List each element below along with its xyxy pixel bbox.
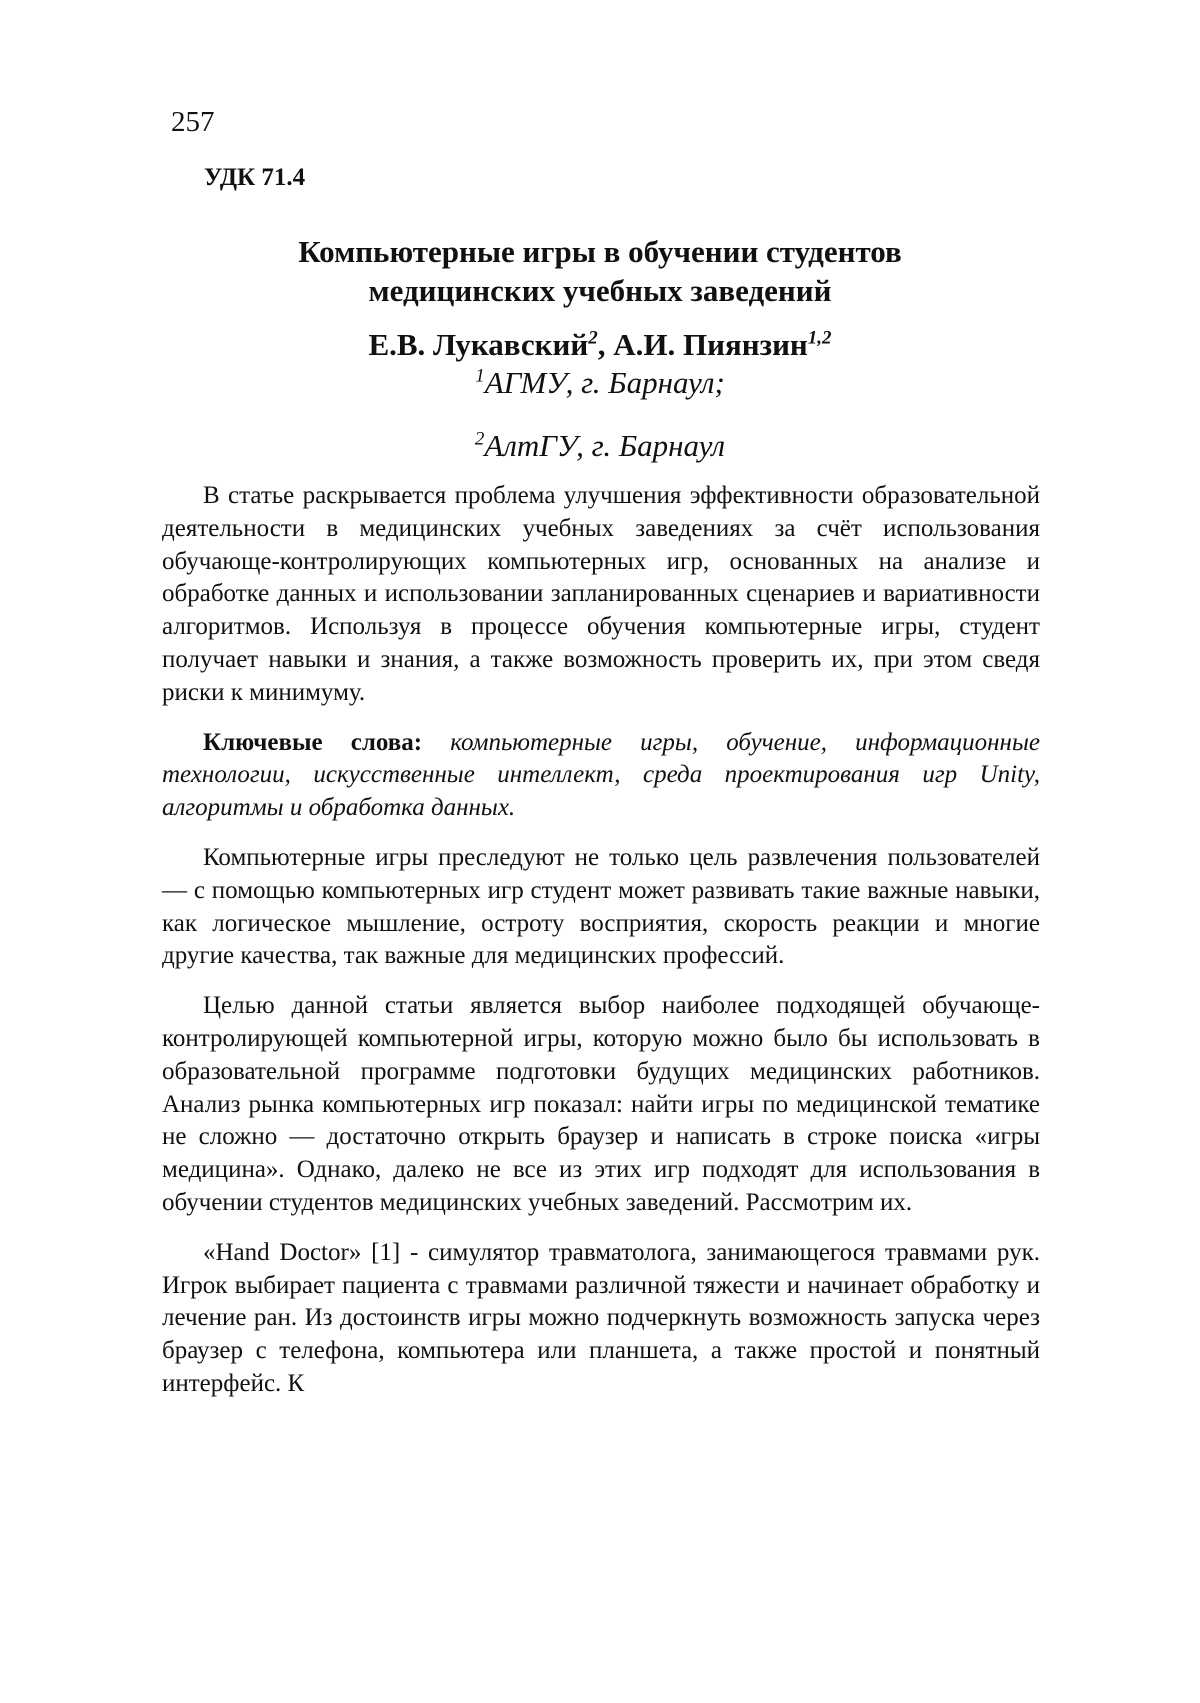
title-line-2: медицинских учебных заведений <box>368 273 832 308</box>
authors-line <box>150 326 1050 364</box>
authors-separator: , <box>597 327 614 362</box>
author-2-affiliation-mark: 1,2 <box>807 327 832 349</box>
affiliation-1-text: АГМУ, г. Барнаул; <box>484 365 725 400</box>
author-1-name: Е.В. Лукавский <box>368 327 589 362</box>
keywords-text: компьютерные игры, обучение, информационные технологии, искусственные интеллект, среда проектирования игр Unity, алгоритмы и обработка данных. <box>162 728 1040 822</box>
affiliation-2-mark: 2 <box>474 428 485 450</box>
affiliation-2-text: АлтГУ, г. Барнаул <box>484 428 726 463</box>
article-title <box>150 232 1050 310</box>
body-paragraph-3: «Hand Doctor» [1] - симулятор травматолога, занимающегося травмами рук. Игрок выбирает пациента с травмами различной тяжести и начинает обработку и лечение ран. Из достоинств игры можно подчеркнуть возможность запуска через браузер с телефона, компьютера или планшета, а также простой и понятный интерфейс. К <box>162 1238 1040 1397</box>
body-paragraph-1: Компьютерные игры преследуют не только цель развлечения пользователей — с помощью компьютерных игр студент может развивать такие важные навыки, как логическое мышление, остроту восприятия, скорость реакции и многие другие качества, так важные для медицинских профессий. <box>162 843 1040 970</box>
page-number: 257 <box>171 106 215 138</box>
article-body <box>162 480 1040 1418</box>
affiliation-1 <box>150 364 1050 402</box>
abstract: В статье раскрывается проблема улучшения эффективности образовательной деятельности в медицинских учебных заведениях за счёт использования обучающе-контролирующих компьютерных игр, основанных на анализе и обработке данных и использовании запланированных сценариев и вариативности алгоритмов. Используя в процессе обучения компьютерные игры, студент получает навыки и знания, а также возможность проверить их, при этом сведя риски к минимуму. <box>162 482 1040 706</box>
title-line-1: Компьютерные игры в обучении студентов <box>298 234 902 269</box>
udk-code: УДК 71.4 <box>204 164 306 191</box>
affiliation-1-mark: 1 <box>475 365 485 387</box>
author-2-name: А.И. Пиянзин <box>613 327 808 362</box>
author-1-affiliation-mark: 2 <box>588 327 598 349</box>
keywords <box>162 727 1040 825</box>
affiliation-2 <box>150 427 1050 465</box>
keywords-label: Ключевые слова: <box>203 728 423 756</box>
body-paragraph-2: Целью данной статьи является выбор наиболее подходящей обучающе-контролирующей компьютерной игры, которую можно было бы использовать в образовательной программе подготовки будущих медицинских работников. Анализ рынка компьютерных игр показал: найти игры по медицинской тематике не сложно — достаточно открыть браузер и написать в строке поиска «игры медицина». Однако, далеко не все из этих игр подходят для использования в обучении студентов медицинских учебных заведений. Рассмотрим их. <box>162 992 1040 1216</box>
